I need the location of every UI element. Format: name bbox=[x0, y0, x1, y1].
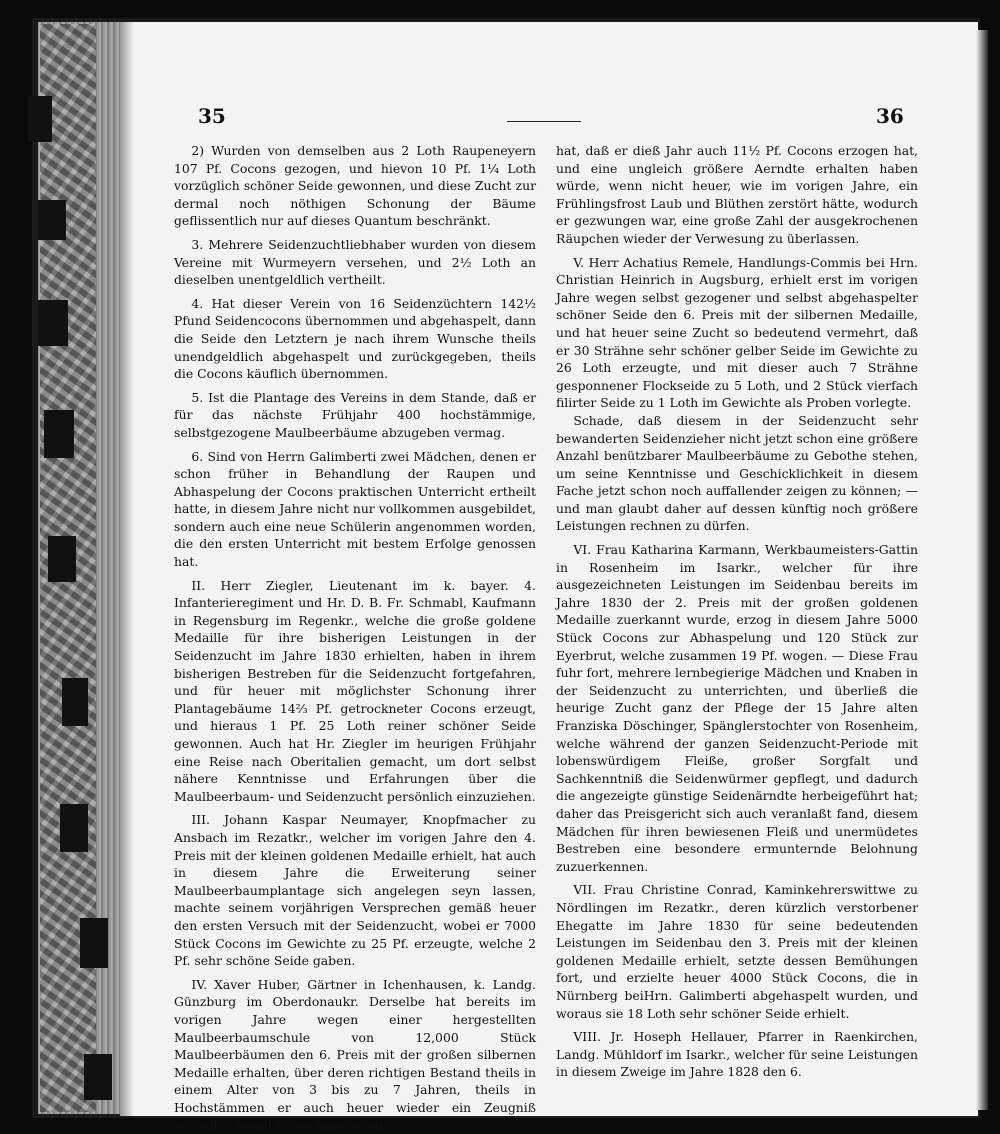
paragraph: 4. Hat dieser Verein von 16 Seidenzüchtern 142½ Pfund Seidencocons übernommen und abgehaspelt, dann die Seide den Letztern je nach ihrem Wunsche theils unendgeldlich abgehaspelt und zurückgegeben, theils die Cocons käuflich übernommen. bbox=[174, 295, 536, 382]
paragraph: Schade, daß diesem in der Seidenzucht sehr bewanderten Seidenzieher nicht jetzt schon eine größere Anzahl benützbarer Maulbeerbäume zu Gebothe stehen, um seine Kenntnisse und Geschicklichkeit in diesem Fache jetzt schon noch auffallender zeigen zu können; — und man glaubt daher auf dessen künftig noch größere Leistungen rechnen zu dürfen. bbox=[556, 412, 918, 534]
left-text-column bbox=[174, 142, 536, 1134]
index-tab bbox=[44, 410, 74, 458]
gutter-shadow bbox=[120, 22, 134, 1116]
index-tab bbox=[60, 804, 88, 852]
right-text-column bbox=[556, 142, 918, 1081]
paragraph: IV. Xaver Huber, Gärtner in Ichenhausen, k. Landg. Günzburg im Oberdonaukr. Derselbe hat bereits im vorigen Jahre wegen einer hergestellten Maulbeerbaumschule von 12,000 Stück Maulbeerbäumen den 6. Preis mit der großen silbernen Medaille erhalten, über deren richtigen Bestand theils in einem Alter von 3 bis zu 7 Jahren, theils in Hochstämmen er auch heuer wieder ein Zeugniß vorlegte, womit er nachgewiesen bbox=[174, 976, 536, 1133]
paragraph: VI. Frau Katharina Karmann, Werkbaumeisters-Gattin in Rosenheim im Isarkr., welcher für ihre ausgezeichneten Leistungen im Seidenbau bereits im Jahre 1830 der 2. Preis mit der großen goldenen Medaille zuerkannt wurde, erzog in diesem Jahre 5000 Stück Cocons zur Abhaspelung und 120 Stück zur Eyerbrut, welche zusammen 19 Pf. wogen. — Diese Frau fuhr fort, mehrere lernbegierige Mädchen und Knaben in der Seidenzucht zu unterrichten, und überließ die heurige Zucht ganz der Pflege der 15 Jahre alten Franziska Döschinger, Spänglerstochter von Rosenheim, welche während der ganzen Seidenzucht-Periode mit lobenswürdigem Fleiße, großer Sorgfalt und Sachkenntniß die Seidenwürmer gepflegt, und dadurch die angezeigte günstige Seidenärndte herbeigeführt hat; daher das Preisgericht sich auch veranlaßt fand, diesem Mädchen für ihren bewiesenen Fleiß und unermüdetes Bestreben eine besondere ermunternde Belohnung zuzuerkennen. bbox=[556, 542, 918, 874]
right-page-edge bbox=[976, 30, 988, 1110]
paragraph: II. Herr Ziegler, Lieutenant im k. bayer. 4. Infanterieregiment und Hr. D. B. Fr. Schmabl, Kaufmann in Regensburg im Regenkr., welche die große goldene Medaille für ihre bisherigen Leistungen in der Seidenzucht im Jahre 1830 erhielten, haben in ihrem bisherigen Bestreben für die Seidenzucht fortgefahren, und für heuer mit möglichster Schonung ihrer Plantagebäume 14⅔ Pf. getrockneter Cocons erzeugt, und hieraus 1 Pf. 25 Loth reiner schöner Seide gewonnen. Auch hat Hr. Ziegler im heurigen Frühjahr eine Reise nach Oberitalien gemacht, um dort selbst nähere Kenntnisse und Erfahrungen über die Maulbeerbaum- und Seidenzucht persönlich einzuziehen. bbox=[174, 577, 536, 804]
page-number-right: 36 bbox=[876, 104, 904, 128]
paragraph: V. Herr Achatius Remele, Handlungs-Commis bei Hrn. Christian Heinrich in Augsburg, erhielt erst im vorigen Jahre wegen selbst gezogener und selbst abgehaspelter schöner Seide den 6. Preis mit der silbernen Medaille, und hat heuer seine Zucht so bedeutend vermehrt, daß er 30 Strähne sehr schöner gelber Seide im Gewichte zu 26 Loth erzeugte, und mit dieser auch 7 Strähne gesponnener Flockseide zu 5 Loth, und 2 Stück vierfach filirter Seide zu 1 Loth im Gewichte als Proben vorlegte. bbox=[556, 254, 918, 411]
index-tab bbox=[28, 96, 52, 142]
paragraph: hat, daß er dieß Jahr auch 11½ Pf. Cocons erzogen hat, und eine ungleich größere Aerndte erhalten haben würde, wenn nicht heuer, wie im vorigen Jahre, ein Frühlingsfrost Laub und Blüthen zerstört hätte, wodurch er gezwungen war, eine große Zahl der ausgekrochenen Räupchen wieder der Verwesung zu überlassen. bbox=[556, 143, 918, 246]
paragraph: 6. Sind von Herrn Galimberti zwei Mädchen, denen er schon früher in Behandlung der Raupen und Abhaspelung der Cocons praktischen Unterricht ertheilt hatte, in diesem Jahre nicht nur vollkommen ausgebildet, sondern auch eine neue Schülerin angenommen worden, die den ersten Unterricht mit bestem Erfolge genossen hat. bbox=[174, 448, 536, 570]
paragraph: VIII. Jr. Hoseph Hellauer, Pfarrer in Raenkirchen, Landg. Mühldorf im Isarkr., welcher für seine Leistungen in diesem Zweige im Jahre 1828 den 6. bbox=[556, 1029, 918, 1080]
index-tab bbox=[48, 536, 76, 582]
index-tab bbox=[62, 678, 88, 726]
paragraph: 5. Ist die Plantage des Vereins in dem Stande, daß er für das nächste Frühjahr 400 hochstämmige, selbstgezogene Maulbeerbäume abzugeben vermag. bbox=[174, 389, 536, 440]
paragraph: VII. Frau Christine Conrad, Kaminkehrerswittwe zu Nördlingen im Rezatkr., deren kürzlich verstorbener Ehegatte im Jahre 1830 für seine bedeutenden Leistungen im Seidenbau den 3. Preis mit der kleinen goldenen Medaille erhielt, setzte dessen Bemühungen fort, und erzielte heuer 4000 Stück Cocons, die in Nürnberg beiHrn. Galimberti abgehaspelt wurden, und woraus sie 18 Loth sehr schöner Seide erhielt. bbox=[556, 882, 918, 1021]
paragraph: III. Johann Kaspar Neumayer, Knopfmacher zu Ansbach im Rezatkr., welcher im vorigen Jahre den 4. Preis mit der kleinen goldenen Medaille erhielt, hat auch in diesem Jahre die Erweiterung seiner Maulbeerbaumplantage sich angelegen seyn lassen, machte seinem vorjährigen Versprechen gemäß heuer den ersten Versuch mit der Seidenzucht, wobei er 7000 Stück Cocons im Gewichte zu 25 Pf. erzeugte, welche 2 Pf. sehr schöne Seide gaben. bbox=[174, 812, 536, 969]
index-tab bbox=[80, 918, 108, 968]
page-number-left: 35 bbox=[198, 104, 226, 128]
index-tab bbox=[38, 200, 66, 240]
index-tab bbox=[84, 1054, 112, 1100]
index-tab bbox=[38, 300, 68, 346]
paragraph: 2) Wurden von demselben aus 2 Loth Raupeneyern 107 Pf. Cocons gezogen, und hievon 10 Pf. 1¼ Loth vorzüglich schöner Seide gewonnen, und diese Zucht zur dermal noch nöthigen Schonung der Bäume geflissentlich nur auf dieses Quantum beschränkt. bbox=[174, 143, 536, 229]
paragraph: 3. Mehrere Seidenzuchtliebhaber wurden von diesem Vereine mit Wurmeyern versehen, und 2½ Loth an dieselben unentgeldlich vertheilt. bbox=[174, 236, 536, 288]
header-rule bbox=[507, 121, 581, 122]
